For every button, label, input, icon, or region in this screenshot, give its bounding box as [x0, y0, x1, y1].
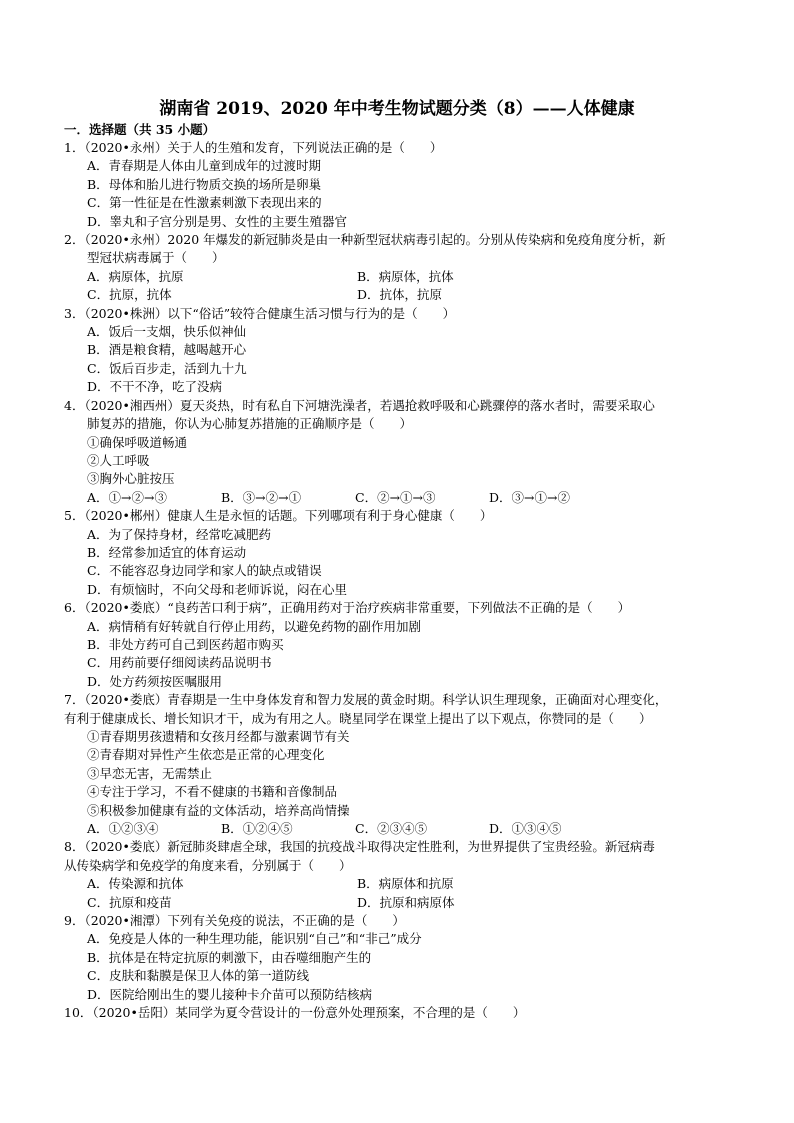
option-row — [64, 268, 730, 286]
option-b: B．非处方药可自己到医药超市购买 — [87, 636, 284, 652]
question-stem: 8．（2020•娄底）新冠肺炎肆虐全球，我国的抗疫战斗取得决定性胜利，为世界提供了宝贵经验。新冠病毒 — [64, 839, 655, 855]
question-stem: 3．（2020•株洲）以下“俗话”较符合健康生活习惯与行为的是（ ） — [64, 305, 456, 321]
option-b: B．③→②→① — [221, 489, 302, 505]
question-stem-continued: 有利于健康成长、增长知识才干，成为有用之人。晓星同学在课堂上提出了以下观点，你赞同的是（ ） — [64, 710, 652, 726]
statement-item: ③胸外心脏按压 — [87, 471, 175, 487]
question-5 — [64, 507, 730, 599]
option-a: A．传染源和抗体 — [87, 876, 184, 892]
question-stem: 10．（2020•岳阳）某同学为夏令营设计的一份意外处理预案，不合理的是（ ） — [64, 1005, 526, 1021]
option-row — [64, 875, 730, 893]
option-d: D．不干不净，吃了没病 — [87, 379, 223, 395]
option-b: B．病原体和抗原 — [357, 876, 454, 892]
option-d: D．①③④⑤ — [489, 821, 562, 837]
option-c: C．饭后百步走，活到九十九 — [87, 360, 247, 376]
option-row — [64, 820, 730, 838]
question-list — [64, 139, 730, 1023]
question-stem-continued: 肺复苏的措施，你认为心肺复苏措施的正确顺序是（ ） — [87, 416, 413, 432]
option-d: D．抗体，抗原 — [357, 287, 443, 303]
option-b: B．病原体，抗体 — [357, 268, 454, 284]
section-heading: 一．选择题（共 35 小题） — [64, 122, 216, 137]
statement-item: ①青春期男孩遗精和女孩月经都与激素调节有关 — [87, 729, 350, 744]
option-c: C．不能容忍身边同学和家人的缺点或错误 — [87, 563, 322, 579]
option-c: C．抗原，抗体 — [87, 287, 172, 303]
question-10 — [64, 1004, 730, 1022]
option-a: A．免疫是人体的一种生理功能，能识别“自己”和“非己”成分 — [87, 931, 422, 947]
statement-item: ①确保呼吸道畅通 — [87, 434, 188, 450]
question-stem: 9．（2020•湘潭）下列有关免疫的说法，不正确的是（ ） — [64, 913, 405, 929]
statement-item: ⑤积极参加健康有益的文体活动，培养高尚情操 — [87, 802, 350, 818]
question-stem-continued: 型冠状病毒属于（ ） — [87, 250, 225, 266]
option-b: B．①②④⑤ — [221, 821, 293, 837]
option-d: D．有烦恼时，不向父母和老师诉说，闷在心里 — [87, 581, 348, 597]
statement-item: ②青春期对异性产生依恋是正常的心理变化 — [87, 747, 325, 763]
option-b: B．抗体是在特定抗原的刺激下，由吞噬细胞产生的 — [87, 949, 372, 965]
option-a: A．①→②→③ — [87, 489, 167, 505]
option-a: A．为了保持身材，经常吃减肥药 — [87, 526, 272, 542]
option-c: C．抗原和疫苗 — [87, 894, 172, 910]
statement-item: ②人工呼吸 — [87, 452, 150, 468]
statement-item: ④专注于学习，不看不健康的书籍和音像制品 — [87, 784, 338, 800]
question-3 — [64, 305, 730, 397]
option-c: C．②③④⑤ — [355, 821, 428, 837]
option-row — [64, 286, 730, 304]
question-7 — [64, 691, 730, 838]
question-2 — [64, 231, 730, 305]
question-stem-continued: 从传染病学和免疫学的角度来看，分别属于（ ） — [64, 857, 352, 873]
option-a: A．青春期是人体由儿童到成年的过渡时期 — [87, 158, 322, 174]
question-6 — [64, 599, 730, 691]
question-stem: 5．（2020•郴州）健康人生是永恒的话题。下列哪项有利于身心健康（ ） — [64, 508, 493, 524]
question-stem: 4．（2020•湘西州）夏天炎热，时有私自下河塘洗澡者，若遇抢救呼吸和心跳骤停的落水者时，需要采取心 — [64, 397, 655, 413]
option-b: B．经常参加适宜的体育运动 — [87, 544, 247, 560]
question-stem: 6．（2020•娄底）“良药苦口利于病”，正确用药对于治疗疾病非常重要，下列做法不正确的是（ ） — [64, 600, 631, 616]
option-d: D．处方药须按医嘱服用 — [87, 673, 223, 689]
option-b: B．酒是粮食精，越喝越开心 — [87, 342, 247, 358]
question-stem: 2．（2020•永州）2020 年爆发的新冠肺炎是由一种新型冠状病毒引起的。分别从传染病和免疫角度分析，新 — [64, 232, 666, 248]
question-8 — [64, 838, 730, 912]
option-row — [64, 489, 730, 507]
option-c: C．②→①→③ — [355, 489, 436, 505]
option-b: B．母体和胎儿进行物质交换的场所是卵巢 — [87, 176, 322, 192]
question-1 — [64, 139, 730, 231]
option-c: C．用药前要仔细阅读药品说明书 — [87, 655, 272, 671]
question-9 — [64, 912, 730, 1004]
page-title: 湖南省 2019、2020 年中考生物试题分类（8）——人体健康 — [159, 99, 635, 119]
option-d: D．抗原和病原体 — [357, 894, 455, 910]
option-a: A．病原体，抗原 — [87, 268, 184, 284]
option-a: A．饭后一支烟，快乐似神仙 — [87, 324, 247, 340]
option-a: A．①②③④ — [87, 821, 159, 837]
option-c: C．皮肤和黏膜是保卫人体的第一道防线 — [87, 968, 310, 984]
option-d: D．③→①→② — [489, 489, 570, 505]
option-d: D．医院给刚出生的婴儿接种卡介苗可以预防结核病 — [87, 986, 373, 1002]
question-stem: 7．（2020•娄底）青春期是一生中身体发育和智力发展的黄金时期。科学认识生理现象，正确面对心理变化， — [64, 692, 668, 708]
option-a: A．病情稍有好转就自行停止用药，以避免药物的副作用加剧 — [87, 618, 422, 634]
option-c: C．第一性征是在性激素刺激下表现出来的 — [87, 195, 322, 211]
option-d: D．睾丸和子宫分别是男、女性的主要生殖器官 — [87, 213, 348, 229]
question-stem: 1．（2020•永州）关于人的生殖和发育，下列说法正确的是（ ） — [64, 140, 443, 155]
statement-item: ③早恋无害，无需禁止 — [87, 765, 213, 781]
question-4 — [64, 397, 730, 507]
option-row — [64, 894, 730, 912]
